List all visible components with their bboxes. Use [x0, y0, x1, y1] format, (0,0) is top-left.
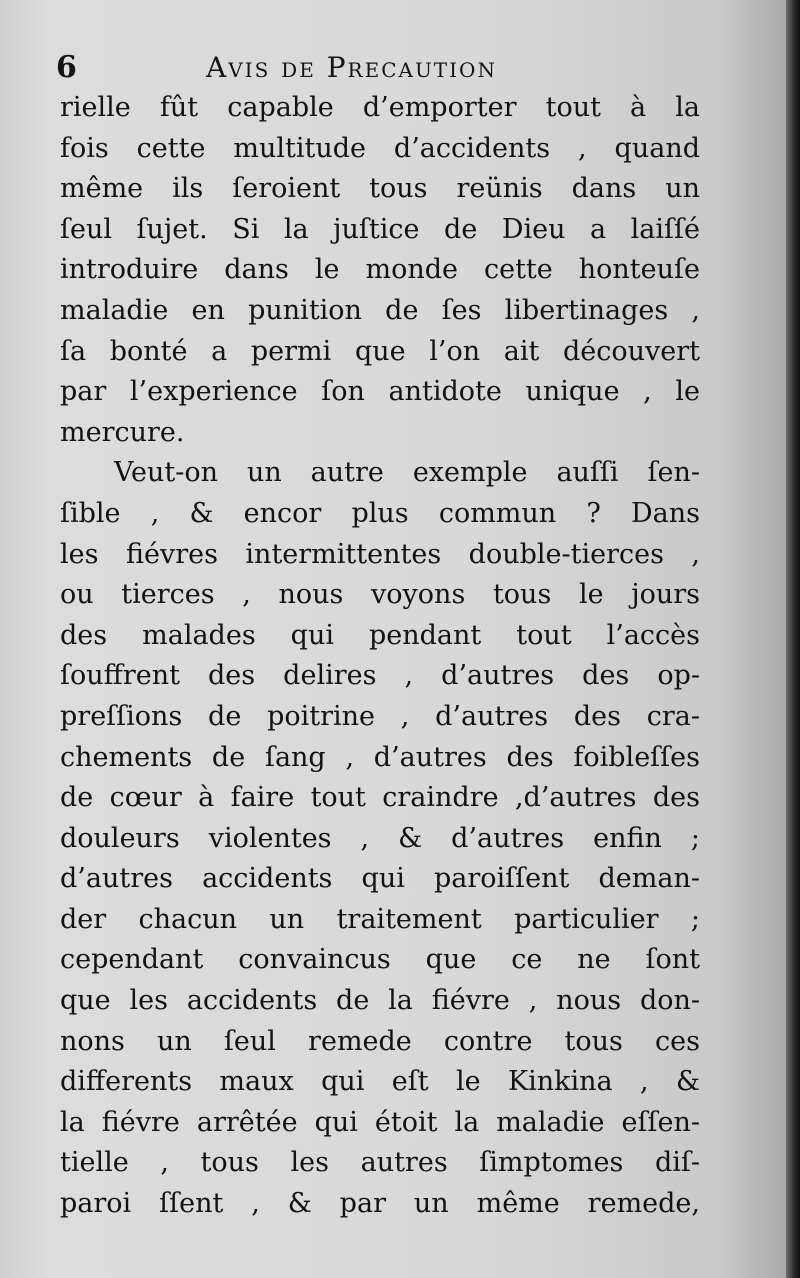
text-line: fois cette multitude d’accidents , quand [60, 132, 700, 164]
text-line: rielle fût capable d’emporter tout à la [60, 92, 700, 123]
text-line: cependant convaincus que ce ne ſont [60, 944, 700, 976]
text-line: Veut-on un autre exemple auſſi ſen- [114, 457, 700, 489]
body-text [60, 88, 700, 1225]
text-line: introduire dans le monde cette honteuſe [60, 254, 700, 286]
text-line: der chacun un traitement particulier ; [60, 903, 700, 935]
text-line: ſeul ſujet. Si la juſtice de Dieu a laiſſé [60, 213, 700, 245]
text-line: nons un ſeul remede contre tous ces [60, 1025, 700, 1057]
text-line: differents maux qui eſt le Kinkina , & [60, 1066, 700, 1098]
text-line: tielle , tous les autres ſimptomes diſ- [60, 1147, 700, 1179]
text-line: ou tierces , nous voyons tous le jours [60, 579, 700, 611]
text-line: ſouffrent des delires , d’autres des op- [60, 660, 700, 692]
book-gutter-shadow [786, 0, 800, 1278]
text-line: maladie en punition de ſes libertinages , [60, 294, 700, 326]
page-number: 6 [56, 50, 77, 85]
running-head: Avis de Precaution [206, 51, 497, 84]
text-line: même ils ſeroient tous reünis dans un [60, 173, 700, 205]
text-line: des malades qui pendant tout l’accès [60, 619, 700, 651]
text-line: que les accidents de la fiévre , nous don- [60, 985, 700, 1017]
text-line: preſſions de poitrine , d’autres des cra- [60, 700, 700, 732]
text-line: douleurs violentes , & d’autres enfin ; [60, 822, 700, 854]
text-line: ſa bonté a permi que l’on ait découvert [60, 335, 700, 367]
text-line: les fiévres intermittentes double-tierces , [60, 538, 700, 570]
text-line: de cœur à faire tout craindre ,d’autres des [60, 782, 700, 814]
text-line: par l’experience ſon antidote unique , le [60, 376, 700, 408]
text-line: d’autres accidents qui paroiſſent deman- [60, 863, 700, 895]
text-line: mercure. [60, 416, 185, 448]
text-line: paroi ſſent , & par un même remede, [60, 1188, 700, 1220]
text-line: la fiévre arrêtée qui étoit la maladie eſſen- [60, 1106, 700, 1138]
text-line: ſible , & encor plus commun ? Dans [60, 497, 700, 529]
text-line: chements de ſang , d’autres des foibleſſes [60, 741, 700, 773]
page-header [56, 48, 706, 88]
